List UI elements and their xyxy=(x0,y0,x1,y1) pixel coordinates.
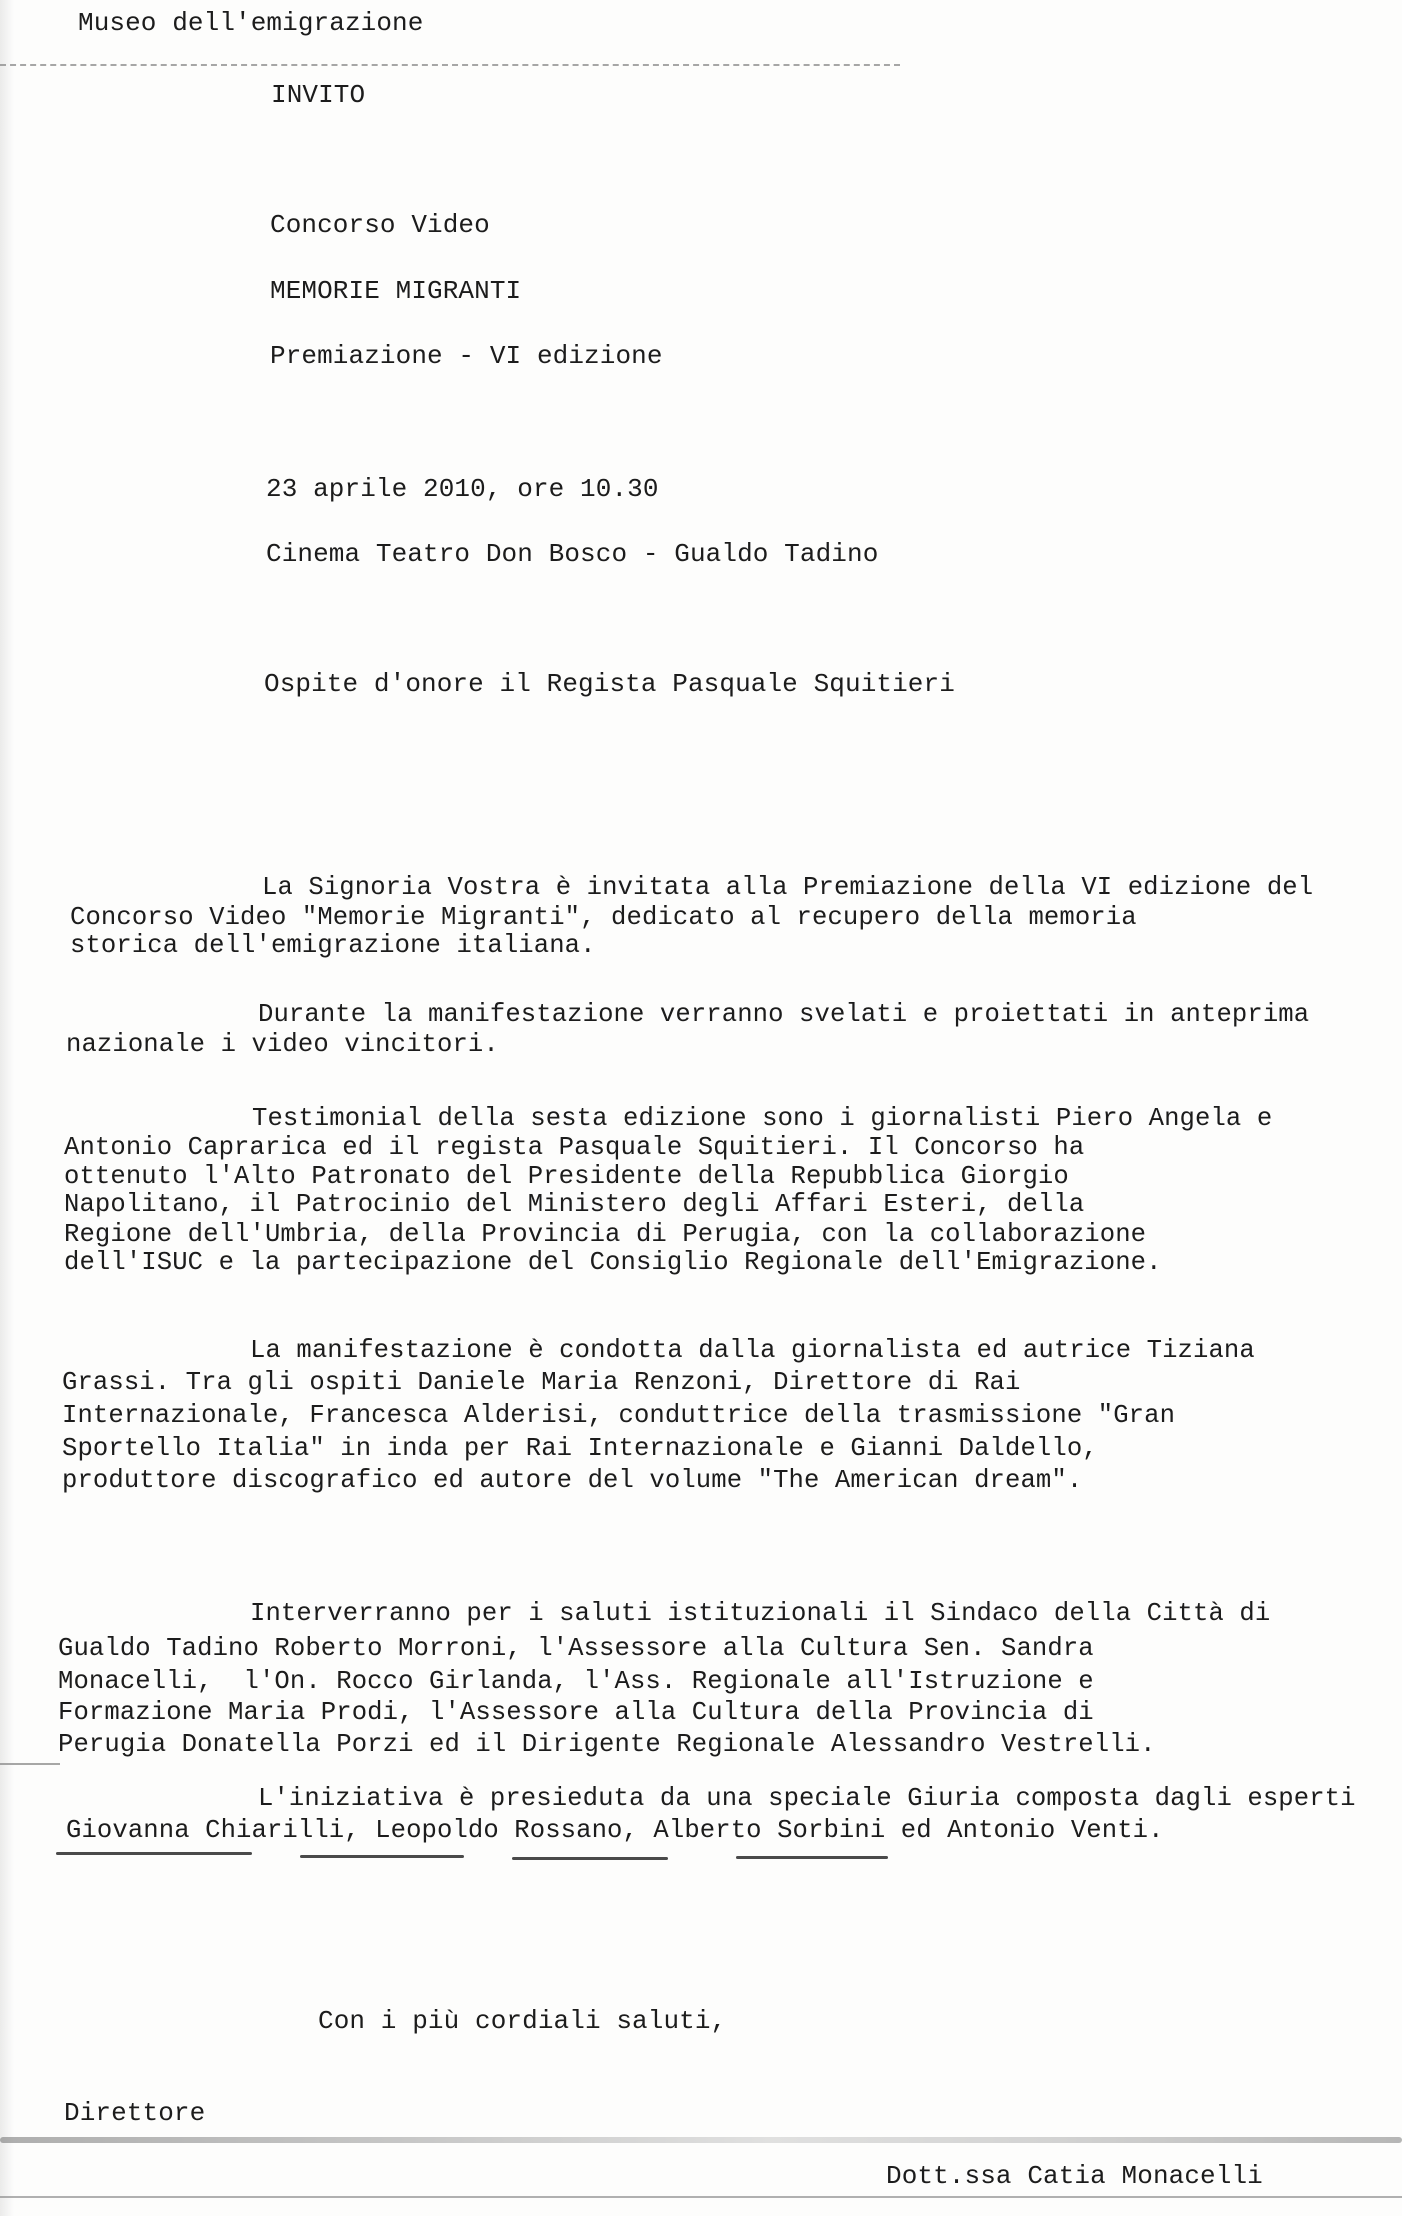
paragraph-line: La Signoria Vostra è invitata alla Premiazione della VI edizione del xyxy=(262,873,1314,902)
event-venue: Cinema Teatro Don Bosco - Gualdo Tadino xyxy=(266,539,879,569)
jury-name-underline xyxy=(736,1856,888,1859)
paragraph-line: Sportello Italia" in inda per Rai Internazionale e Gianni Daldello, xyxy=(62,1434,1098,1463)
guest-of-honor: Ospite d'onore il Regista Pasquale Squitieri xyxy=(264,669,955,699)
paragraph-line: ottenuto l'Alto Patronato del Presidente della Repubblica Giorgio xyxy=(64,1162,1069,1191)
institution-name: Museo dell'emigrazione xyxy=(78,8,424,38)
paragraph-line: Grassi. Tra gli ospiti Daniele Maria Renzoni, Direttore di Rai xyxy=(62,1368,1021,1397)
paragraph-line: Interverranno per i saluti istituzionali il Sindaco della Città di xyxy=(250,1599,1271,1628)
paragraph-line: nazionale i video vincitori. xyxy=(66,1030,499,1059)
paragraph-line: Napolitano, il Patrocinio del Ministero degli Affari Esteri, della xyxy=(64,1190,1085,1219)
paragraph-line: Testimonial della sesta edizione sono i giornalisti Piero Angela e xyxy=(252,1104,1273,1133)
event-datetime: 23 aprile 2010, ore 10.30 xyxy=(266,474,659,504)
contest-title: MEMORIE MIGRANTI xyxy=(270,276,522,306)
paragraph-line: La manifestazione è condotta dalla giornalista ed autrice Tiziana xyxy=(250,1336,1255,1365)
paragraph-line: Giovanna Chiarilli, Leopoldo Rossano, Alberto Sorbini ed Antonio Venti. xyxy=(66,1816,1164,1845)
paragraph-line: Formazione Maria Prodi, l'Assessore alla Cultura della Provincia di xyxy=(58,1698,1094,1727)
scan-fold-line xyxy=(0,2137,1402,2143)
paragraph-line: Internazionale, Francesca Alderisi, conduttrice della trasmissione "Gran xyxy=(62,1401,1176,1430)
paragraph-line: Regione dell'Umbria, della Provincia di Perugia, con la collaborazione xyxy=(64,1220,1147,1249)
scan-edge-shadow xyxy=(0,0,14,2216)
contest-name: Concorso Video xyxy=(270,210,490,240)
left-margin-mark xyxy=(0,1763,60,1765)
edition-label: Premiazione - VI edizione xyxy=(270,341,663,371)
paragraph-line: Antonio Caprarica ed il regista Pasquale Squitieri. Il Concorso ha xyxy=(64,1133,1085,1162)
paragraph-line: produttore discografico ed autore del volume "The American dream". xyxy=(62,1466,1083,1495)
paragraph-line: Perugia Donatella Porzi ed il Dirigente Regionale Alessandro Vestrelli. xyxy=(58,1730,1156,1759)
jury-name-underline xyxy=(512,1857,668,1860)
signatory-role: Direttore xyxy=(64,2098,206,2128)
header-dashed-rule xyxy=(0,64,900,66)
paragraph-line: Monacelli, l'On. Rocco Girlanda, l'Ass. Regionale all'Istruzione e xyxy=(58,1667,1094,1696)
paragraph-line: Gualdo Tadino Roberto Morroni, l'Assessore alla Cultura Sen. Sandra xyxy=(58,1634,1094,1663)
paragraph-line: L'iniziativa è presieduta da una speciale Giuria composta dagli esperti xyxy=(258,1784,1356,1813)
paragraph-line: Durante la manifestazione verranno svelati e proiettati in anteprima xyxy=(258,1000,1310,1029)
document-type: INVITO xyxy=(271,80,366,110)
jury-name-underline xyxy=(300,1855,464,1858)
jury-name-underline xyxy=(56,1852,252,1855)
closing-greeting: Con i più cordiali saluti, xyxy=(318,2006,727,2036)
paragraph-line: storica dell'emigrazione italiana. xyxy=(70,931,596,960)
signatory-name: Dott.ssa Catia Monacelli xyxy=(886,2161,1263,2191)
paragraph-line: dell'ISUC e la partecipazione del Consiglio Regionale dell'Emigrazione. xyxy=(64,1248,1162,1277)
paragraph-line: Concorso Video "Memorie Migranti", dedicato al recupero della memoria xyxy=(70,903,1137,932)
page-bottom-edge xyxy=(0,2196,1402,2198)
